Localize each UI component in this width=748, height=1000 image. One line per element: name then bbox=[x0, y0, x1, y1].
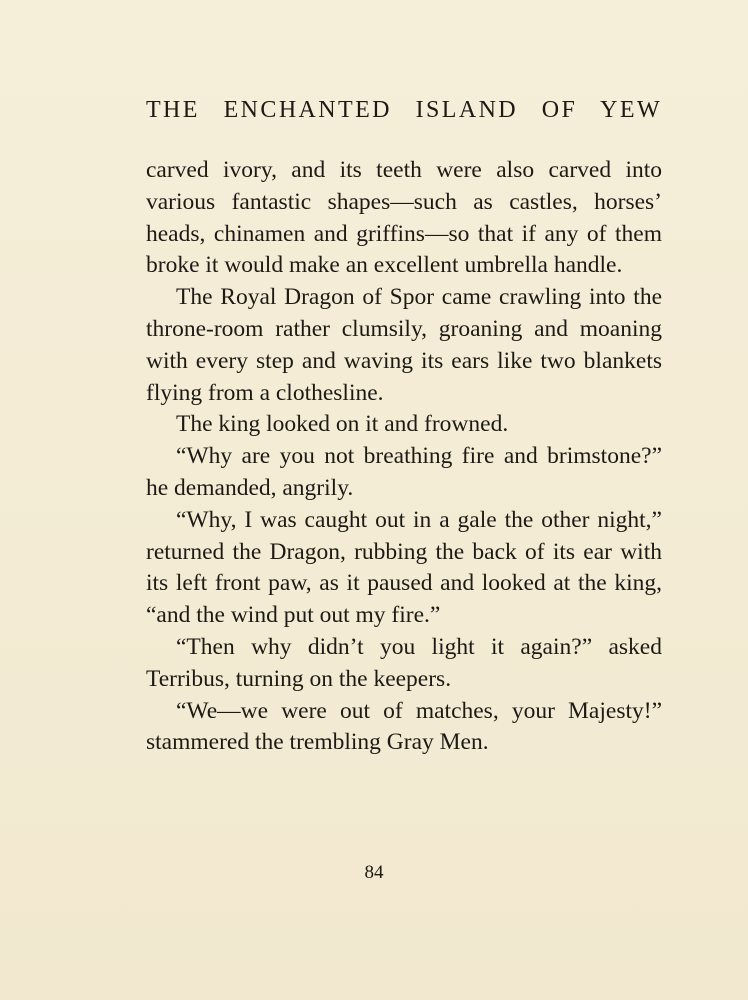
paragraph: The king looked on it and frowned. bbox=[176, 411, 509, 438]
body-text bbox=[146, 155, 662, 759]
page-number: 84 bbox=[364, 862, 384, 883]
paragraph: “We—we were out of matches, your Majesty!” stammered the trembling Gray Men. bbox=[146, 697, 662, 756]
paragraph: “Then why didn’t you light it again?” asked Terribus, turning on the keepers. bbox=[146, 633, 662, 692]
paragraph: “Why, I was caught out in a gale the other night,” returned the Dragon, rubbing the back of its ear with its left front paw, as it paused and looked at the king, “and the wind put out my fire.” bbox=[146, 506, 662, 629]
paragraph: The Royal Dragon of Spor came crawling into the throne-room rather clumsily, groaning and moaning with every step and waving its ears like two blankets flying from a clothesline. bbox=[146, 284, 662, 406]
paragraph-continued: carved ivory, and its teeth were also carved into various fantastic shapes—such as castles, horses’ heads, chinamen and griffins—so that if any of them broke it would make an excellent umbrella handle. bbox=[146, 157, 662, 279]
paragraph: “Why are you not breathing fire and brimstone?” he demanded, angrily. bbox=[146, 443, 662, 501]
running-head: THE ENCHANTED ISLAND OF YEW bbox=[146, 97, 662, 123]
